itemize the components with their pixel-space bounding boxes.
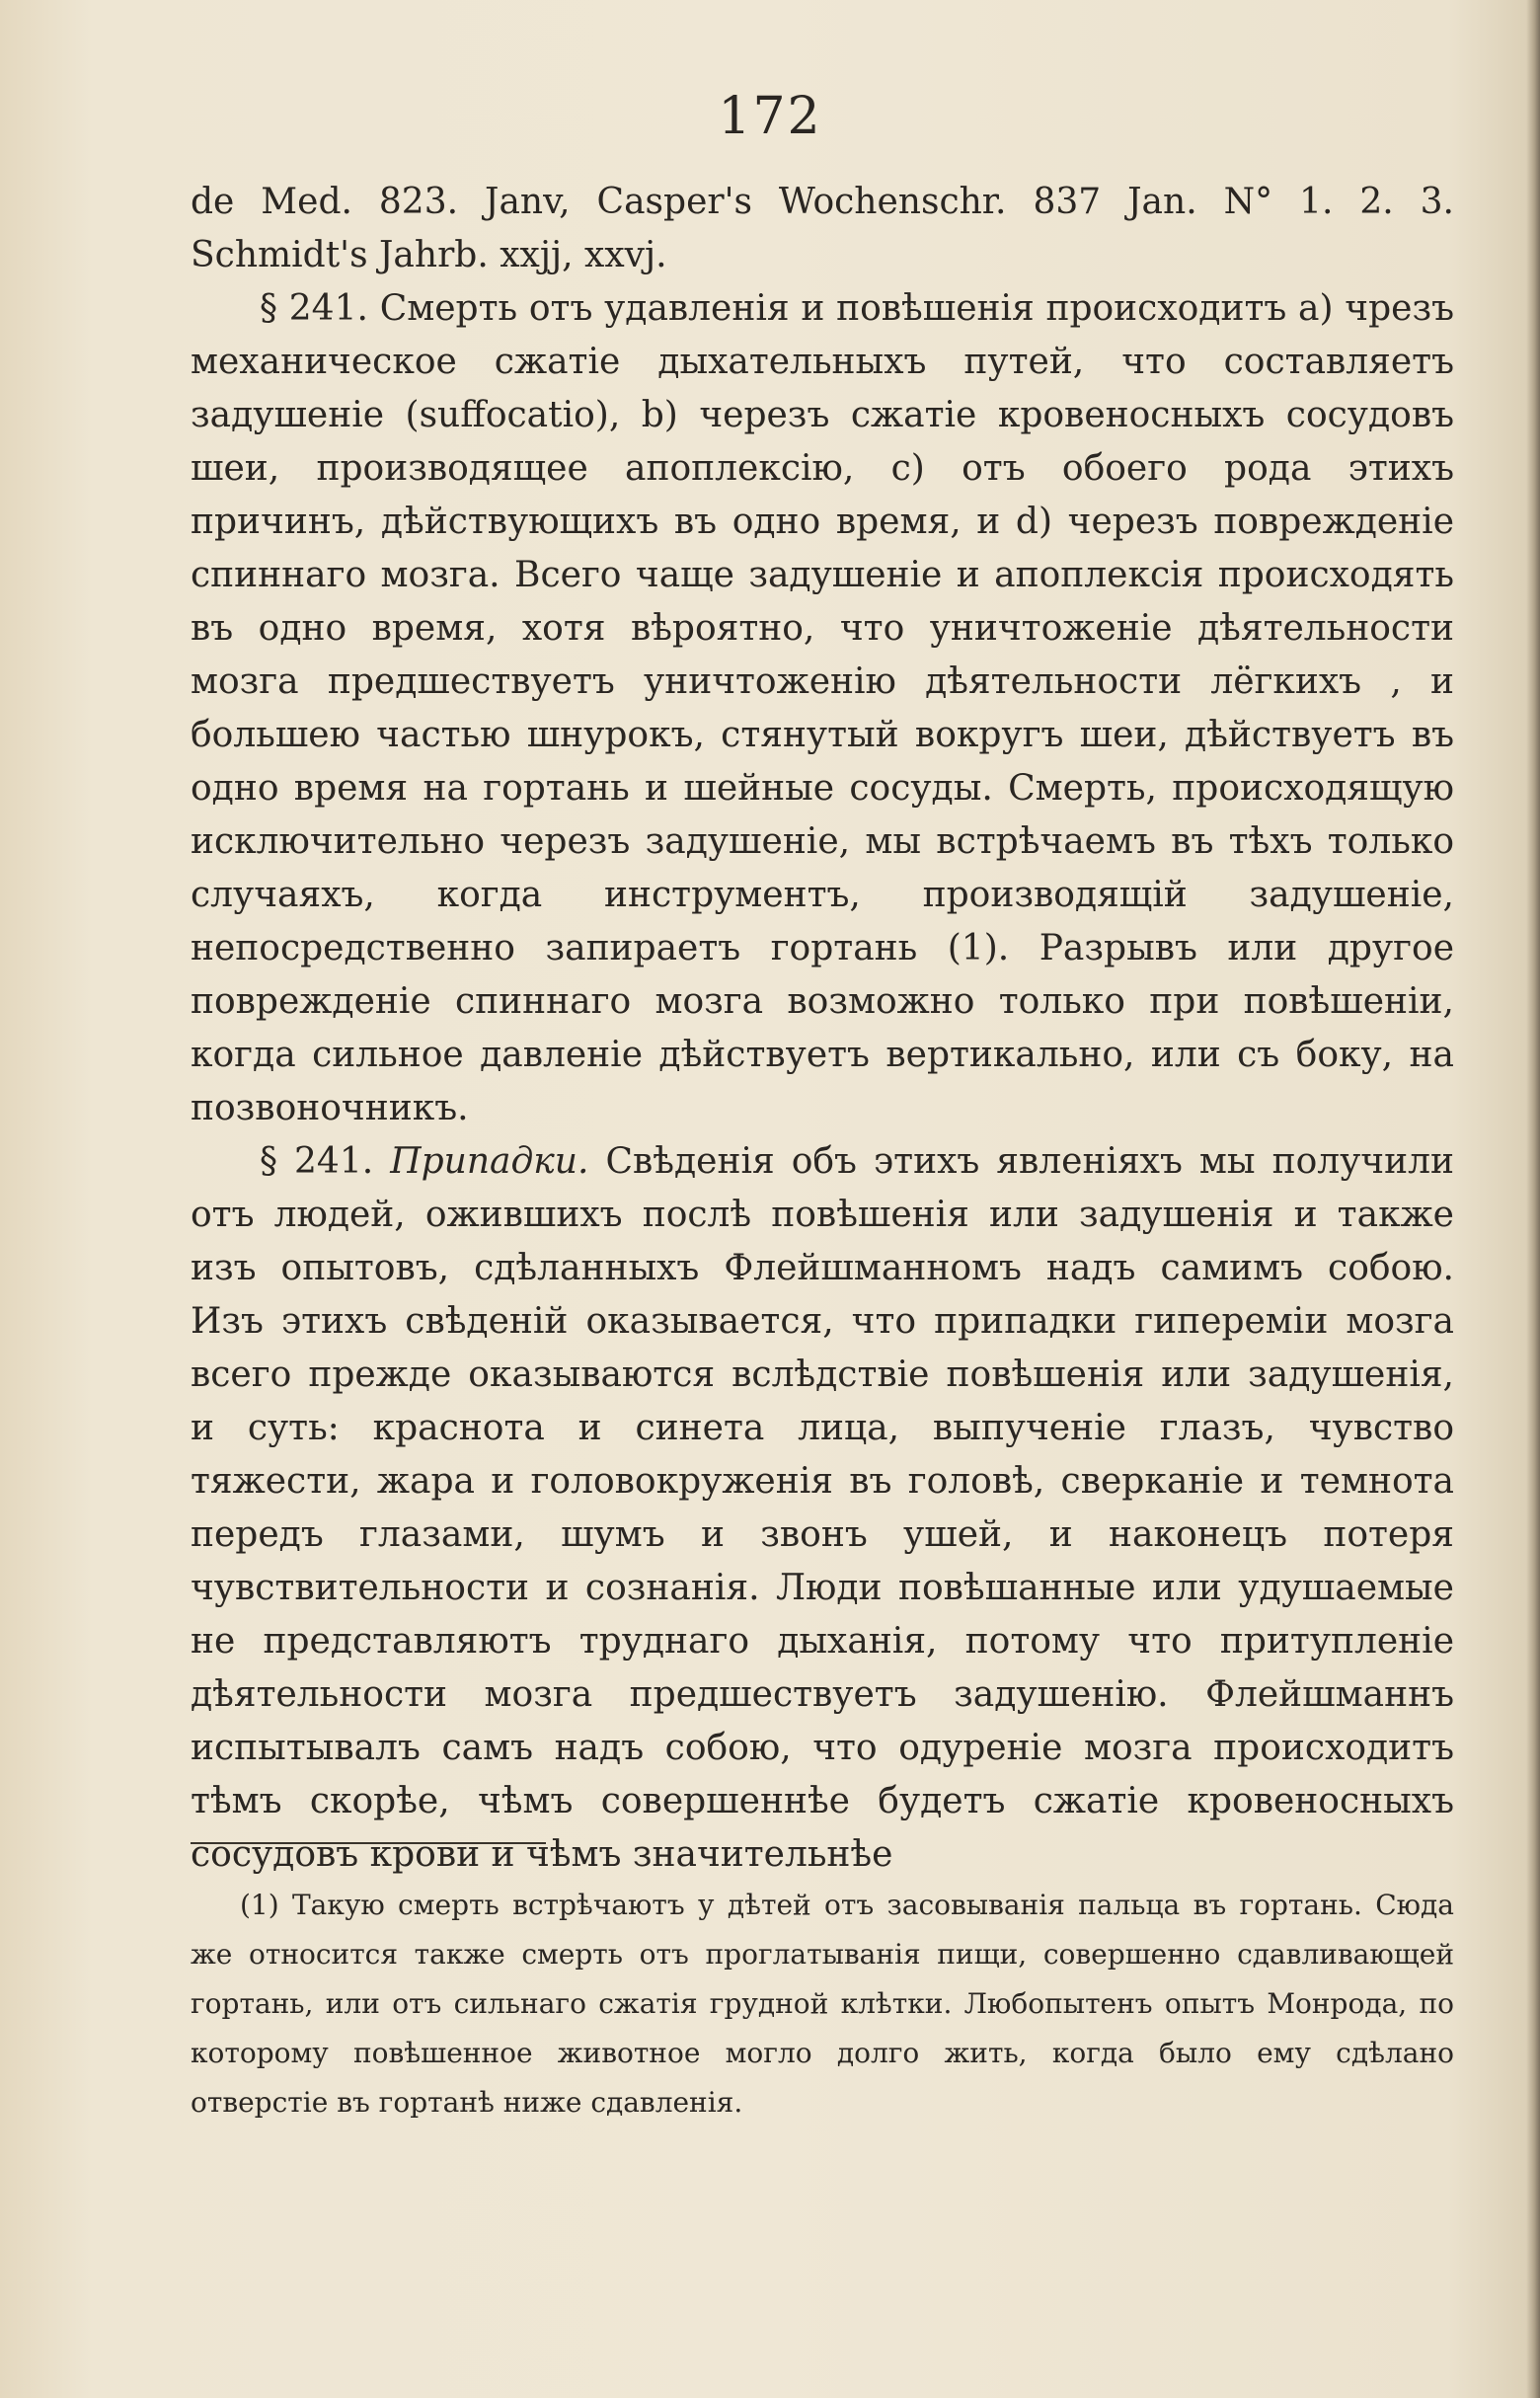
paragraph-text: Смерть отъ удавленія и повѣшенія происходитъ a) чрезъ механическое сжатіе дыхательныхъ путей, что составляетъ задушеніе (suffocatio), b) черезъ сжатіе кровеносныхъ сосудовъ шеи, производящее апоплексію, c) отъ обоего рода этихъ причинъ, дѣйствующихъ въ одно время, и d) черезъ поврежденіе спиннаго мозга. Всего чаще задушеніе и апоплексія происходять въ одно время, хотя вѣроятно, что уничтоженіе дѣятельности мозга предшествуетъ уничтоженію дѣятельности лёгкихъ , и большею частью шнурокъ, стянутый вокругъ шеи, дѣйствуетъ въ одно время на гортань и шейные сосуды. Смерть, происходящую исключительно черезъ задушеніе, мы встрѣчаемъ въ тѣхъ только случаяхъ, когда инструментъ, производящій задушеніе, непосредственно запираетъ гортань (1). Разрывъ или другое поврежденіе спиннаго мозга возможно только при повѣшеніи, когда сильное давленіе дѣйствуетъ вертикально, или съ боку, на позвоночникъ.: [191, 288, 1454, 1128]
section-heading: Припадки.: [390, 1141, 589, 1182]
paragraph-241-death: [191, 282, 1454, 1135]
paragraph-text: Свѣденія объ этихъ явленіяхъ мы получили отъ людей, ожившихъ послѣ повѣшенія или задушенія и также изъ опытовъ, сдѣланныхъ Флейшманномъ надъ самимъ собою. Изъ этихъ свѣденій оказывается, что припадки гипереміи мозга всего прежде оказываются вслѣдствіе повѣшенія или задушенія, и суть: краснота и синета лица, выпученіе глазъ, чувство тяжести, жара и головокруженія въ головѣ, сверканіе и темнота передъ глазами, шумъ и звонъ ушей, и наконецъ потеря чувствительности и сознанія. Люди повѣшанные или удушаемые не представляютъ труднаго дыханія, потому что притупленіе дѣятельности мозга предшествуетъ задушенію. Флейшманнъ испытывалъ самъ надъ собою, что одуреніе мозга происходитъ тѣмъ скорѣе, чѣмъ совершеннѣе будетъ сжатіе кровеносныхъ сосудовъ крови и чѣмъ значительнѣе: [191, 1141, 1454, 1875]
body-text: [191, 176, 1454, 1882]
page-number: 172: [718, 87, 822, 146]
footnote-text: (1) Такую смерть встрѣчаютъ у дѣтей отъ засовыванія пальца въ гортань. Сюда же относится также смерть отъ проглатыванія пищи, совершенно сдавливающей гортань, или отъ сильнаго сжатія грудной клѣтки. Любопытенъ опытъ Монрода, по которому повѣшенное животное могло долго жить, когда было ему сдѣлано отверстіе въ гортанѣ ниже сдавленія.: [191, 1889, 1454, 2119]
page-edge-shadow: [1526, 0, 1540, 2398]
section-number: § 241.: [260, 288, 368, 329]
section-number: § 241.: [260, 1141, 374, 1182]
paragraph-241-symptoms: [191, 1135, 1454, 1882]
continuation-text: de Med. 823. Janv, Casper's Wochenschr. 837 Jan. N° 1. 2. 3. Schmidt's Jahrb. xxjj, xxvj.: [191, 182, 1454, 275]
footnote-divider: [191, 1842, 546, 1844]
footnote: [191, 1881, 1454, 2127]
